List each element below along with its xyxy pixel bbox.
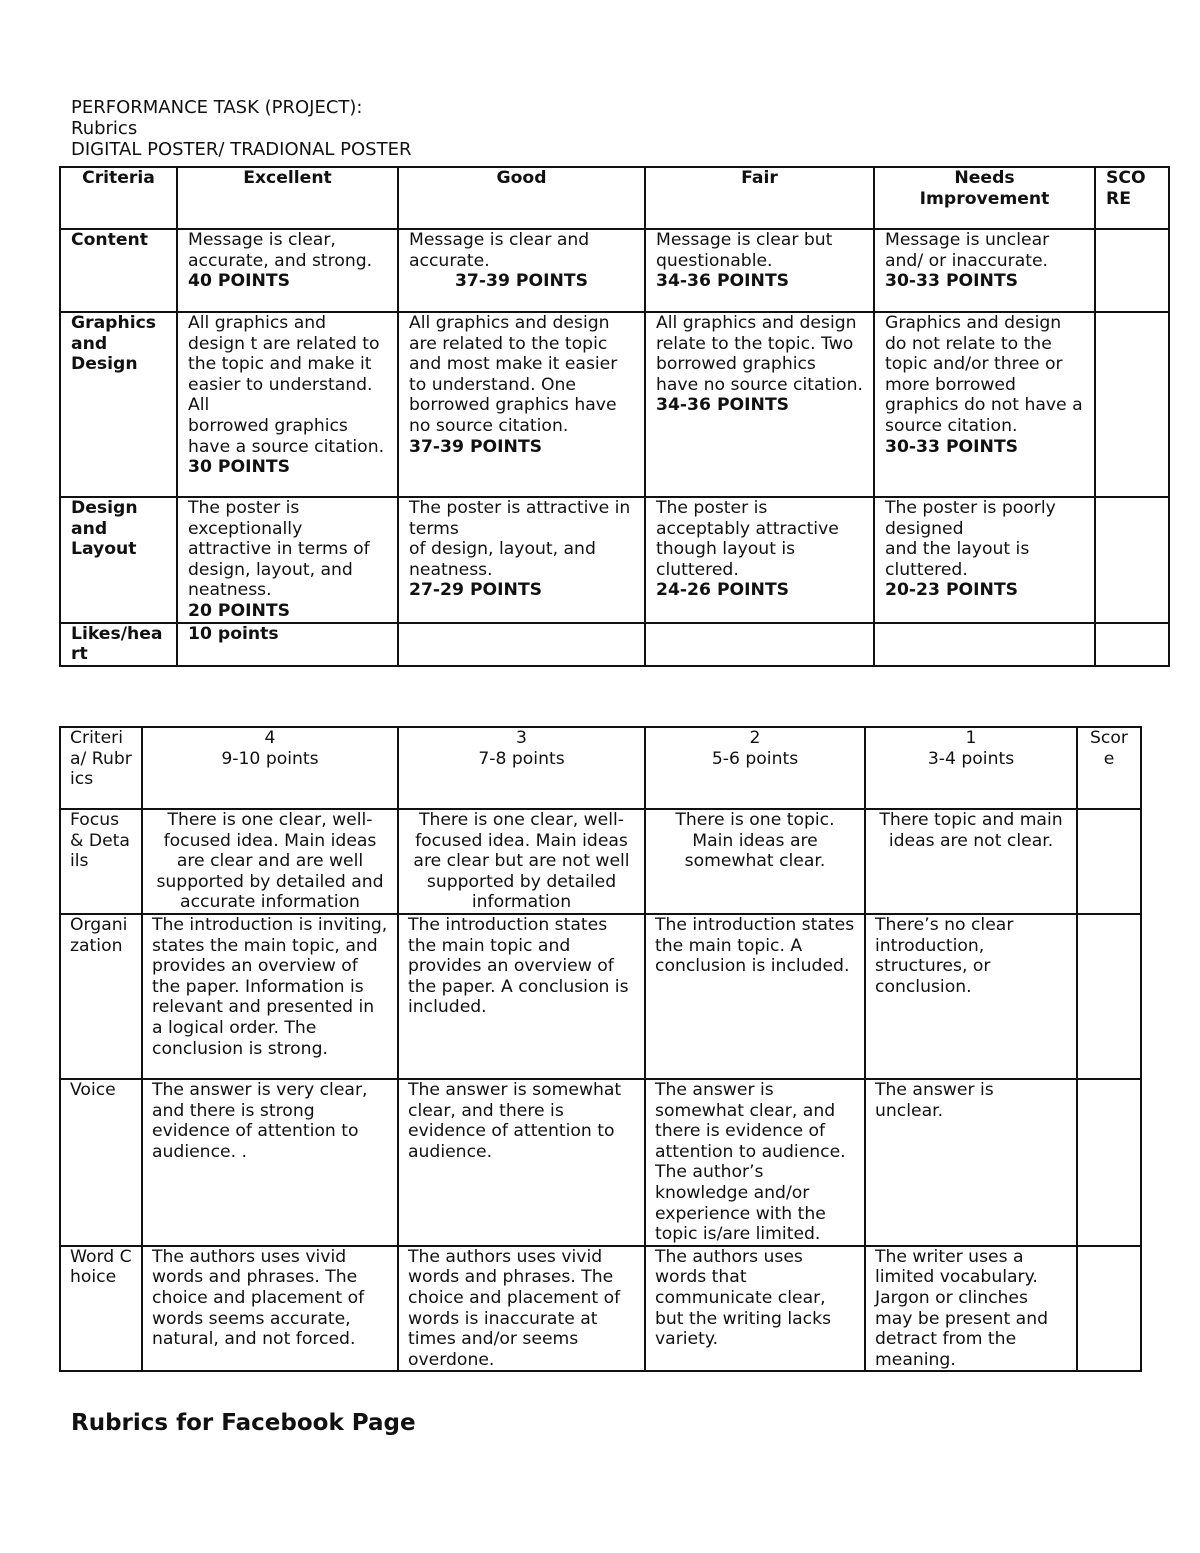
cell-text-2: of design, layout, and neatness. [409,539,596,580]
cell-text: All graphics and design relate to the topic. Two borrowed graphics have no source citation. [656,313,863,395]
facebook-rubrics-heading: Rubrics for Facebook Page [71,1410,416,1436]
cell-focus-2: There is one topic. Main ideas are somewhat clear. [645,809,865,914]
cell-likes-excellent: 10 points [177,623,398,666]
cell-points: 37-39 POINTS [409,436,543,457]
cell-voice-1: The answer is unclear. [865,1079,1077,1246]
table-row [60,312,1169,497]
table-header-row [60,167,1169,229]
empty-cell [398,623,645,666]
cell-layout-excellent [177,497,398,623]
table-row [60,809,1141,914]
header-score: SCO RE [1095,167,1169,229]
cell-text: The poster is attractive in terms [409,498,631,539]
score-cell[interactable] [1095,623,1169,666]
header-needs-line-1: Needs [954,168,1015,188]
cell-text: The poster is poorly designed [885,498,1056,539]
empty-cell [874,623,1095,666]
writing-rubric-table [59,726,1142,1372]
cell-points: 30-33 POINTS [885,271,1019,292]
cell-voice-2: The answer is somewhat clear, and there is evidence of attention to audience. The author’s knowledge and/or experience with the topic is/are limited. [645,1079,865,1246]
cell-content-needs [874,229,1095,312]
score-cell[interactable] [1077,1079,1141,1246]
table-header-row [60,727,1141,809]
heading-line-3: DIGITAL POSTER/ TRADIONAL POSTER [71,139,412,160]
cell-points: 20-23 POINTS [885,580,1019,601]
cell-organization-4: The introduction is inviting, states the main topic, and provides an overview of the paper. Information is relevant and presented in a logical order. The conclusion is strong. [142,914,398,1079]
cell-points: 30-33 POINTS [885,436,1019,457]
cell-word-choice-2: The authors uses words that communicate clear, but the writing lacks variety. [645,1246,865,1372]
header-level-3-number: 3 [516,728,527,748]
row-label-layout: Design and Layout [60,497,177,623]
cell-layout-fair [645,497,874,623]
cell-word-choice-4: The authors uses vivid words and phrases. The choice and placement of words seems accurate, natural, and not forced. [142,1246,398,1372]
row-label-organization: Organization [60,914,142,1079]
table-row [60,1246,1141,1372]
header-excellent: Excellent [177,167,398,229]
cell-text: Graphics and design do not relate to the topic and/or three or more borrowed graphics do not have a source citation. [885,313,1083,436]
cell-text: Message is clear but questionable. [656,230,833,271]
score-cell[interactable] [1077,1246,1141,1372]
heading-line-2: Rubrics [71,118,138,139]
score-cell[interactable] [1095,497,1169,623]
cell-word-choice-1: The writer uses a limited vocabulary. Jargon or clinches may be present and detract from the meaning. [865,1246,1077,1372]
cell-points: 34-36 POINTS [656,395,790,416]
cell-text: All graphics and design are related to the topic and most make it easier to understand. One borrowed graphics have no source citation. [409,313,618,436]
header-level-2-points: 5-6 points [711,748,799,769]
cell-voice-4: The answer is very clear, and there is strong evidence of attention to audience. . [142,1079,398,1246]
row-label-content: Content [60,229,177,312]
cell-focus-1: There topic and main ideas are not clear. [865,809,1077,914]
header-criteria-rubrics: Criteria/ Rubrics [60,727,142,809]
header-criteria: Criteria [60,167,177,229]
cell-text-2: borrowed graphics have a source citation. [188,415,385,457]
header-level-4-number: 4 [264,728,276,748]
cell-voice-3: The answer is somewhat clear, and there is evidence of attention to audience. [398,1079,645,1246]
document-heading [71,97,411,160]
row-label-focus: Focus & Details [60,809,142,914]
cell-graphics-needs [874,312,1095,497]
row-label-graphics: Graphics and Design [60,312,177,497]
heading-line-1: PERFORMANCE TASK (PROJECT): [71,97,363,118]
cell-organization-1: There’s no clear introduction, structures, or conclusion. [865,914,1077,1079]
header-level-1 [865,727,1077,809]
cell-layout-good [398,497,645,623]
header-level-3-points: 7-8 points [478,748,565,769]
cell-text: Message is clear and accurate. [409,230,590,271]
empty-cell [645,623,874,666]
header-score: Score [1077,727,1141,809]
header-needs-line-2: Improvement [919,188,1050,209]
row-label-voice: Voice [60,1079,142,1246]
cell-focus-3: There is one clear, well-focused idea. Main ideas are clear but are not well supported by detailed information [398,809,645,914]
header-level-4 [142,727,398,809]
cell-points: 20 POINTS [188,600,290,621]
cell-text-2: and the layout is cluttered. [885,539,1030,580]
poster-rubric-table [59,166,1170,667]
score-cell[interactable] [1077,914,1141,1079]
cell-layout-needs [874,497,1095,623]
cell-points: 30 POINTS [188,457,290,478]
cell-word-choice-3: The authors uses vivid words and phrases. The choice and placement of words is inaccurate at times and/or seems overdone. [398,1246,645,1372]
cell-text: All graphics and design t are related to the topic and make it easier to understand. All [188,313,380,416]
cell-text: The poster is acceptably attractive though layout is cluttered. [656,498,839,580]
table-row [60,497,1169,623]
table-row [60,623,1169,666]
cell-graphics-fair [645,312,874,497]
cell-points: 24-26 POINTS [656,580,790,601]
header-level-2-number: 2 [749,728,761,748]
score-cell[interactable] [1077,809,1141,914]
row-label-likes: Likes/heart [60,623,177,666]
cell-text: The poster is exceptionally attractive in terms of design, layout, and neatness. [188,498,370,601]
cell-content-excellent [177,229,398,312]
score-cell[interactable] [1095,229,1169,312]
cell-points: 27-29 POINTS [409,580,543,601]
cell-graphics-excellent [177,312,398,497]
cell-content-fair [645,229,874,312]
cell-points: 40 POINTS [188,271,290,292]
header-level-3 [398,727,645,809]
cell-points: 34-36 POINTS [656,271,790,292]
table-row [60,1079,1141,1246]
table-row [60,229,1169,312]
cell-organization-3: The introduction states the main topic and provides an overview of the paper. A conclusion is included. [398,914,645,1079]
header-level-2 [645,727,865,809]
cell-points: 37-39 POINTS [454,271,589,292]
row-label-word-choice: Word Choice [60,1246,142,1372]
header-level-1-points: 3-4 points [927,748,1015,769]
cell-focus-4: There is one clear, well-focused idea. Main ideas are clear and are well supported by detailed and accurate information [142,809,398,914]
cell-content-good [398,229,645,312]
table-row [60,914,1141,1079]
header-needs-improvement [874,167,1095,229]
cell-text: Message is clear, accurate, and strong. [188,230,373,271]
header-level-1-number: 1 [965,728,977,748]
header-fair: Fair [645,167,874,229]
header-level-4-points: 9-10 points [221,748,319,769]
cell-organization-2: The introduction states the main topic. A conclusion is included. [645,914,865,1079]
cell-text: Message is unclear and/ or inaccurate. [885,230,1050,271]
score-cell[interactable] [1095,312,1169,497]
cell-graphics-good [398,312,645,497]
header-good: Good [398,167,645,229]
